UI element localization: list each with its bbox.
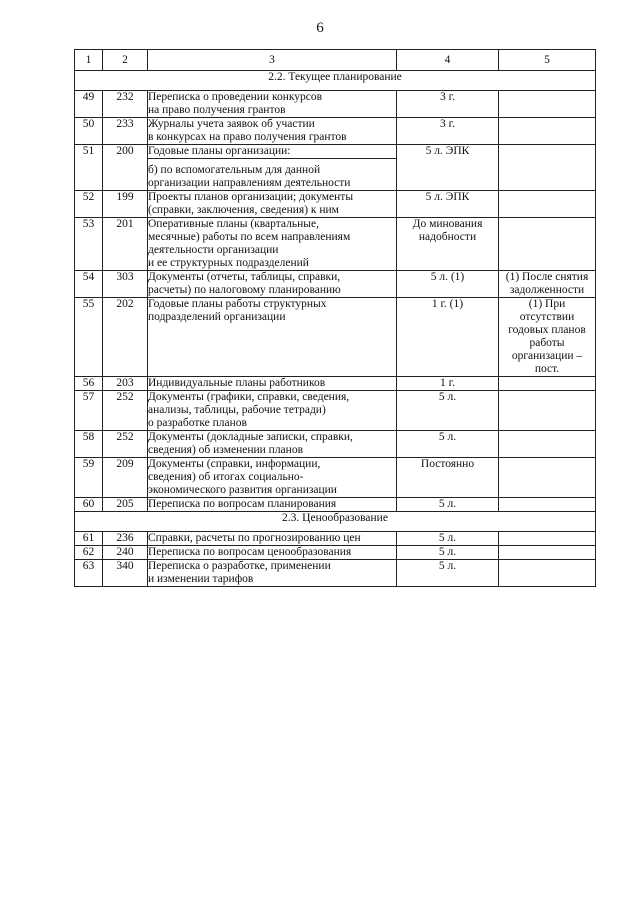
page-number: 6: [316, 20, 324, 36]
row-number: 51: [75, 145, 103, 191]
row-note: [499, 91, 596, 118]
row-title: Годовые планы организации:: [148, 145, 397, 159]
row-period: 3 г.: [397, 118, 499, 145]
table-row: [75, 91, 596, 118]
section-row: [75, 71, 596, 91]
row-title: Переписка о проведении конкурсов на право получения грантов: [148, 91, 397, 118]
row-note: [499, 218, 596, 271]
row-title: Годовые планы работы структурных подразделений организации: [148, 298, 397, 377]
row-note: [499, 391, 596, 431]
row-note: [499, 118, 596, 145]
row-number: 62: [75, 546, 103, 560]
row-period: Постоянно: [397, 458, 499, 498]
table-row: [75, 271, 596, 298]
row-number: 60: [75, 498, 103, 512]
row-number: 50: [75, 118, 103, 145]
table-row: [75, 218, 596, 271]
row-title: Документы (докладные записки, справки, сведения) об изменении планов: [148, 431, 397, 458]
row-period: 3 г.: [397, 91, 499, 118]
row-title: Индивидуальные планы работников: [148, 377, 397, 391]
row-code: 252: [103, 391, 148, 431]
column-header: 3: [148, 50, 397, 71]
row-note: [499, 458, 596, 498]
table-row: [75, 458, 596, 498]
table-row: [75, 431, 596, 458]
table-row: [75, 560, 596, 587]
row-code: 240: [103, 546, 148, 560]
row-period: 5 л. (1): [397, 271, 499, 298]
row-title: Переписка о разработке, применении и изменении тарифов: [148, 560, 397, 587]
column-header: 1: [75, 50, 103, 71]
row-period: 1 г. (1): [397, 298, 499, 377]
row-period: 1 г.: [397, 377, 499, 391]
row-code: 209: [103, 458, 148, 498]
row-title: Документы (справки, информации, сведения) об итогах социально- экономического развития организации: [148, 458, 397, 498]
row-period: 5 л.: [397, 498, 499, 512]
row-number: 58: [75, 431, 103, 458]
row-period: 5 л.: [397, 560, 499, 587]
row-code: 232: [103, 91, 148, 118]
row-number: 59: [75, 458, 103, 498]
row-code: 203: [103, 377, 148, 391]
row-period: 5 л.: [397, 546, 499, 560]
row-code: 303: [103, 271, 148, 298]
table-row: [75, 145, 596, 159]
row-number: 63: [75, 560, 103, 587]
row-number: 49: [75, 91, 103, 118]
records-table: [74, 49, 596, 587]
section-title: 2.2. Текущее планирование: [75, 71, 596, 91]
row-period: 5 л.: [397, 532, 499, 546]
row-note: [499, 546, 596, 560]
row-number: 56: [75, 377, 103, 391]
row-note: [499, 532, 596, 546]
table-row: [75, 118, 596, 145]
column-header: 4: [397, 50, 499, 71]
row-period: 5 л.: [397, 391, 499, 431]
section-row: [75, 512, 596, 532]
row-note: [499, 191, 596, 218]
row-note: [499, 431, 596, 458]
row-code: 201: [103, 218, 148, 271]
row-code: 340: [103, 560, 148, 587]
row-code: 199: [103, 191, 148, 218]
row-code: 205: [103, 498, 148, 512]
row-period: 5 л. ЭПК: [397, 191, 499, 218]
table-row: [75, 191, 596, 218]
row-code: 202: [103, 298, 148, 377]
row-subtitle: б) по вспомогательным для данной организации направлениям деятельности: [148, 159, 397, 191]
row-number: 52: [75, 191, 103, 218]
table-row: [75, 546, 596, 560]
row-note: (1) После снятия задолженности: [499, 271, 596, 298]
row-period: 5 л.: [397, 431, 499, 458]
row-title: Справки, расчеты по прогнозированию цен: [148, 532, 397, 546]
row-note: [499, 145, 596, 191]
row-number: 53: [75, 218, 103, 271]
column-header: 5: [499, 50, 596, 71]
row-title: Переписка по вопросам ценообразования: [148, 546, 397, 560]
row-period: До минования надобности: [397, 218, 499, 271]
row-note: (1) При отсутствии годовых планов работы организации – пост.: [499, 298, 596, 377]
row-title: Переписка по вопросам планирования: [148, 498, 397, 512]
row-number: 57: [75, 391, 103, 431]
row-code: 252: [103, 431, 148, 458]
row-code: 233: [103, 118, 148, 145]
column-header: 2: [103, 50, 148, 71]
row-title: Проекты планов организации; документы (справки, заключения, сведения) к ним: [148, 191, 397, 218]
row-code: 236: [103, 532, 148, 546]
row-title: Оперативные планы (квартальные, месячные) работы по всем направлениям деятельности организации и ее структурных подразделений: [148, 218, 397, 271]
row-note: [499, 377, 596, 391]
row-note: [499, 498, 596, 512]
row-number: 54: [75, 271, 103, 298]
table-row: [75, 532, 596, 546]
section-title: 2.3. Ценообразование: [75, 512, 596, 532]
table-row: [75, 298, 596, 377]
row-title: Журналы учета заявок об участии в конкурсах на право получения грантов: [148, 118, 397, 145]
row-period: 5 л. ЭПК: [397, 145, 499, 191]
header-row: [75, 50, 596, 71]
row-title: Документы (графики, справки, сведения, анализы, таблицы, рабочие тетради) о разработке планов: [148, 391, 397, 431]
row-title: Документы (отчеты, таблицы, справки, расчеты) по налоговому планированию: [148, 271, 397, 298]
table-row: [75, 498, 596, 512]
table-row: [75, 391, 596, 431]
row-code: 200: [103, 145, 148, 191]
row-note: [499, 560, 596, 587]
row-number: 61: [75, 532, 103, 546]
table-row: [75, 377, 596, 391]
row-number: 55: [75, 298, 103, 377]
